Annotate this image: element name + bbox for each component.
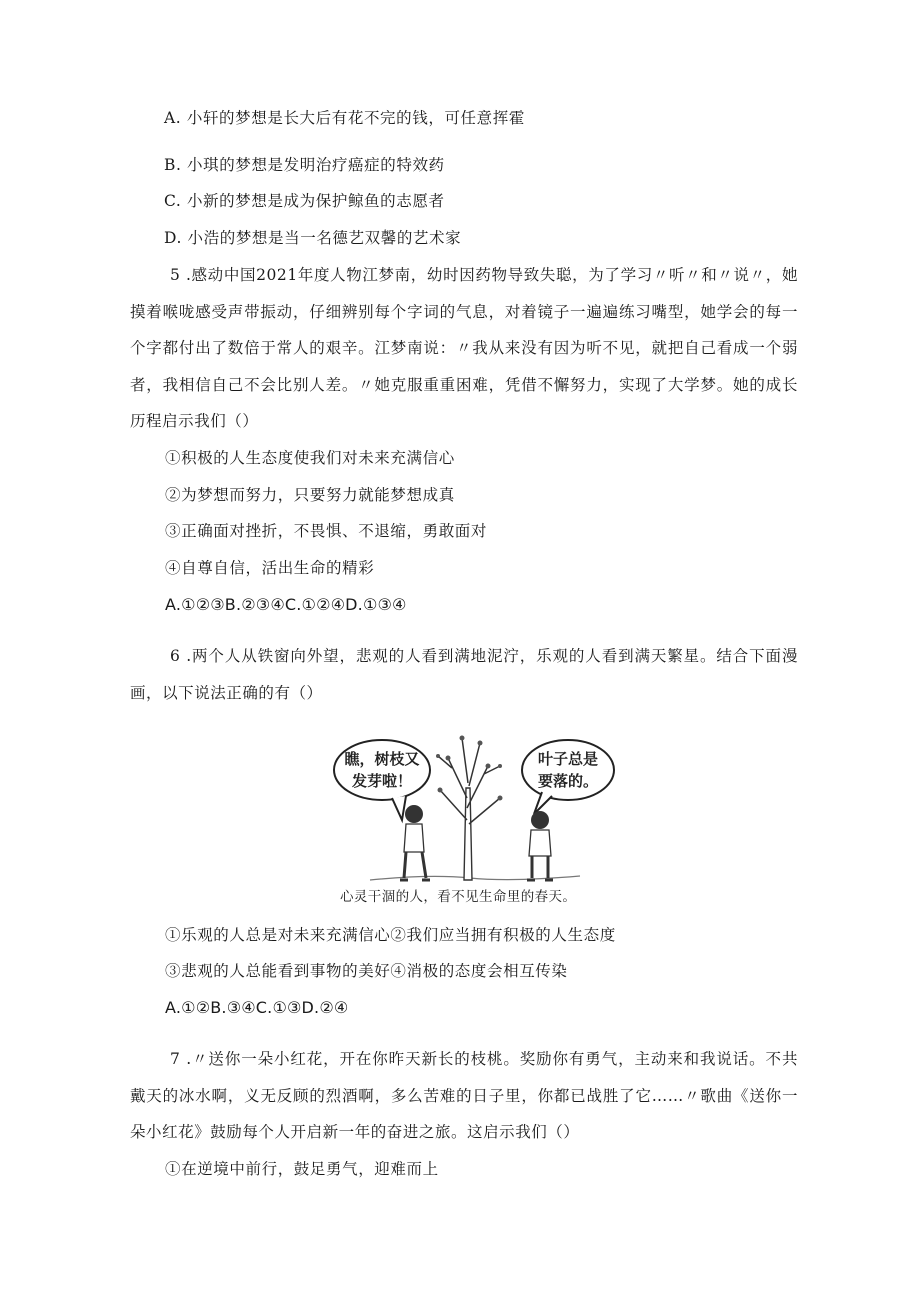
q5-stem-text: .感动中国2021年度人物江梦南，幼时因药物导致失聪，为了学习〃听〃和〃说〃，她摸着喉咙感受声带振动，仔细辨别每个字词的气息，对着镜子一遍遍练习嘴型，她学会的每一个字都付出了数倍于常人的艰辛。江梦南说：〃我从来没有因为听不见，就把自己看成一个弱者，我相信自己不会比别人差。〃她克服重重困难，凭借不懈努力，实现了大学梦。她的成长历程启示我们（） xyxy=(130,266,798,430)
left-bubble-line-2: 发芽啦！ xyxy=(351,772,413,790)
q5-item-3: ③正确面对挫折，不畏惧、不退缩，勇敢面对 xyxy=(165,522,488,540)
q4-option-a: A. 小轩的梦想是长大后有花不完的钱，可任意挥霍 xyxy=(164,109,525,127)
q5-item-1: ①积极的人生态度使我们对未来充满信心 xyxy=(165,449,455,467)
comic-caption: 心灵干涸的人，看不见生命里的春天。 xyxy=(340,889,577,905)
right-bubble-line-1: 叶子总是 xyxy=(537,750,599,768)
q4-option-d: D. 小浩的梦想是当一名德艺双馨的艺术家 xyxy=(164,229,462,247)
optimist-boy-figure xyxy=(400,805,430,880)
q5-item-2: ②为梦想而努力，只要努力就能梦想成真 xyxy=(165,486,455,504)
q5-answer-choices: A.①②③B.②③④C.①②④D.①③④ xyxy=(165,595,407,614)
q6-item-line-1: ①乐观的人总是对未来充满信心②我们应当拥有积极的人生态度 xyxy=(165,926,616,944)
left-bubble-line-1: 瞧，树枝又 xyxy=(344,750,420,768)
pessimist-boy-figure xyxy=(527,811,553,880)
q6-stem xyxy=(130,638,798,711)
q6-answer-choices: A.①②B.③④C.①③D.②④ xyxy=(165,998,349,1017)
q4-option-c: C. 小新的梦想是成为保护鲸鱼的志愿者 xyxy=(164,192,445,210)
comic-illustration xyxy=(330,728,616,888)
q7-stem-text: .〃送你一朵小红花，开在你昨天新长的枝桃。奖励你有勇气，主动来和我说话。不共戴天的冰水啊，义无反顾的烈酒啊，多么苦难的日子里，你都已战胜了它……〃歌曲《送你一朵小红花》鼓励每个人开启新一年的奋进之旅。这启示我们（） xyxy=(130,1050,798,1141)
right-bubble-line-2: 要落的。 xyxy=(537,772,599,790)
q5-number: 5 xyxy=(170,266,181,284)
q6-item-line-2: ③悲观的人总能看到事物的美好④消极的态度会相互传染 xyxy=(165,962,568,980)
q7-stem xyxy=(130,1041,798,1151)
q5-item-4: ④自尊自信，活出生命的精彩 xyxy=(165,559,375,577)
q4-option-b: B. 小琪的梦想是发明治疗癌症的特效药 xyxy=(164,156,445,174)
q6-number: 6 xyxy=(170,647,181,665)
q7-number: 7 xyxy=(170,1050,181,1068)
q7-item-1: ①在逆境中前行，鼓足勇气，迎难而上 xyxy=(165,1160,439,1178)
q6-stem-text: .两个人从铁窗向外望，悲观的人看到满地泥泞，乐观的人看到满天繁星。结合下面漫画，以下说法正确的有（） xyxy=(130,647,798,702)
q5-stem xyxy=(130,257,798,440)
